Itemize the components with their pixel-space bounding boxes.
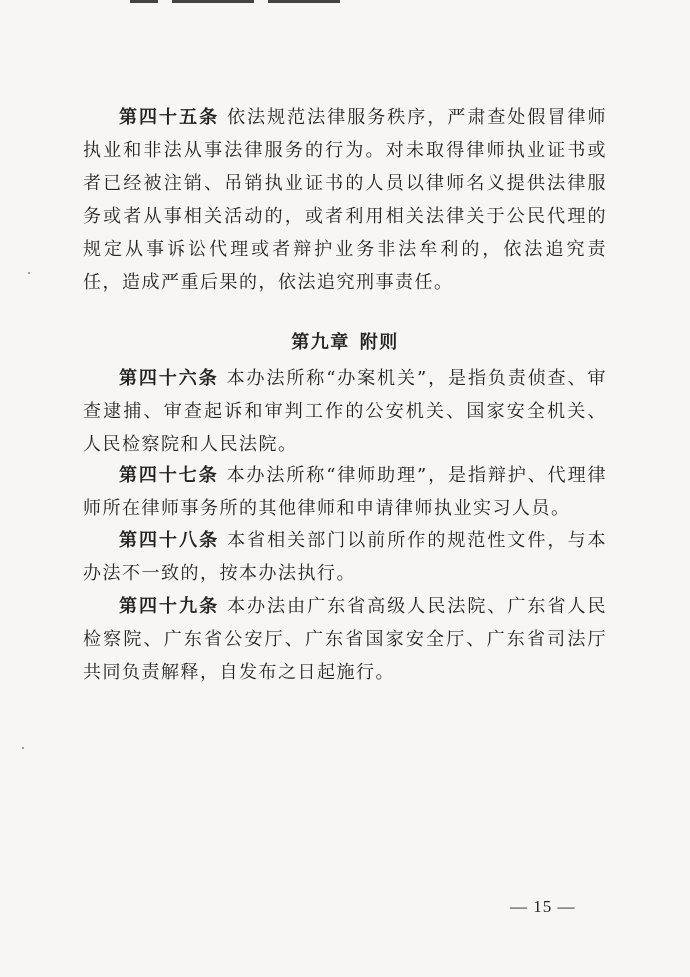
scan-edge-mark <box>268 0 340 3</box>
article-heading: 第四十五条 <box>119 107 220 128</box>
scan-edge-mark <box>172 0 254 3</box>
article-49 <box>83 590 607 689</box>
scan-edge-mark <box>130 0 158 3</box>
article-46 <box>83 362 607 461</box>
page-number: — 15 — <box>510 897 576 916</box>
article-heading: 第四十八条 <box>119 530 220 551</box>
chapter-name: 附则 <box>359 332 399 353</box>
chapter-title <box>0 330 690 356</box>
scan-dust-dot <box>28 272 30 274</box>
article-body: 本省相关部门以前所作的规范性文件，与本办法不一致的，按本办法执行。 <box>83 530 607 584</box>
article-heading: 第四十九条 <box>119 596 220 617</box>
article-heading: 第四十七条 <box>119 465 219 486</box>
article-body: 本办法所称“律师助理”，是指辩护、代理律师所在律师事务所的其他律师和申请律师执业实习人员。 <box>83 465 608 519</box>
article-body: 本办法所称“办案机关”，是指负责侦查、审查逮捕、审查起诉和审判工作的公安机关、国家安全机关、人民检察院和人民法院。 <box>83 368 608 455</box>
article-47 <box>83 459 607 525</box>
scan-dust-dot <box>22 747 24 749</box>
article-heading: 第四十六条 <box>119 368 219 389</box>
article-45 <box>83 101 607 299</box>
chapter-number: 第九章 <box>291 332 350 353</box>
article-body: 依法规范法律服务秩序，严肃查处假冒律师执业和非法从事法律服务的行为。对未取得律师执业证书或者已经被注销、吊销执业证书的人员以律师名义提供法律服务或者从事相关活动的，或者利用相关法律关于公民代理的规定从事诉讼代理或者辩护业务非法牟利的，依法追究责任，造成严重后果的，依法追究刑事责任。 <box>83 107 607 293</box>
article-body: 本办法由广东省高级人民法院、广东省人民检察院、广东省公安厅、广东省国家安全厅、广东省司法厅共同负责解释，自发布之日起施行。 <box>83 596 607 683</box>
article-48 <box>83 524 607 590</box>
